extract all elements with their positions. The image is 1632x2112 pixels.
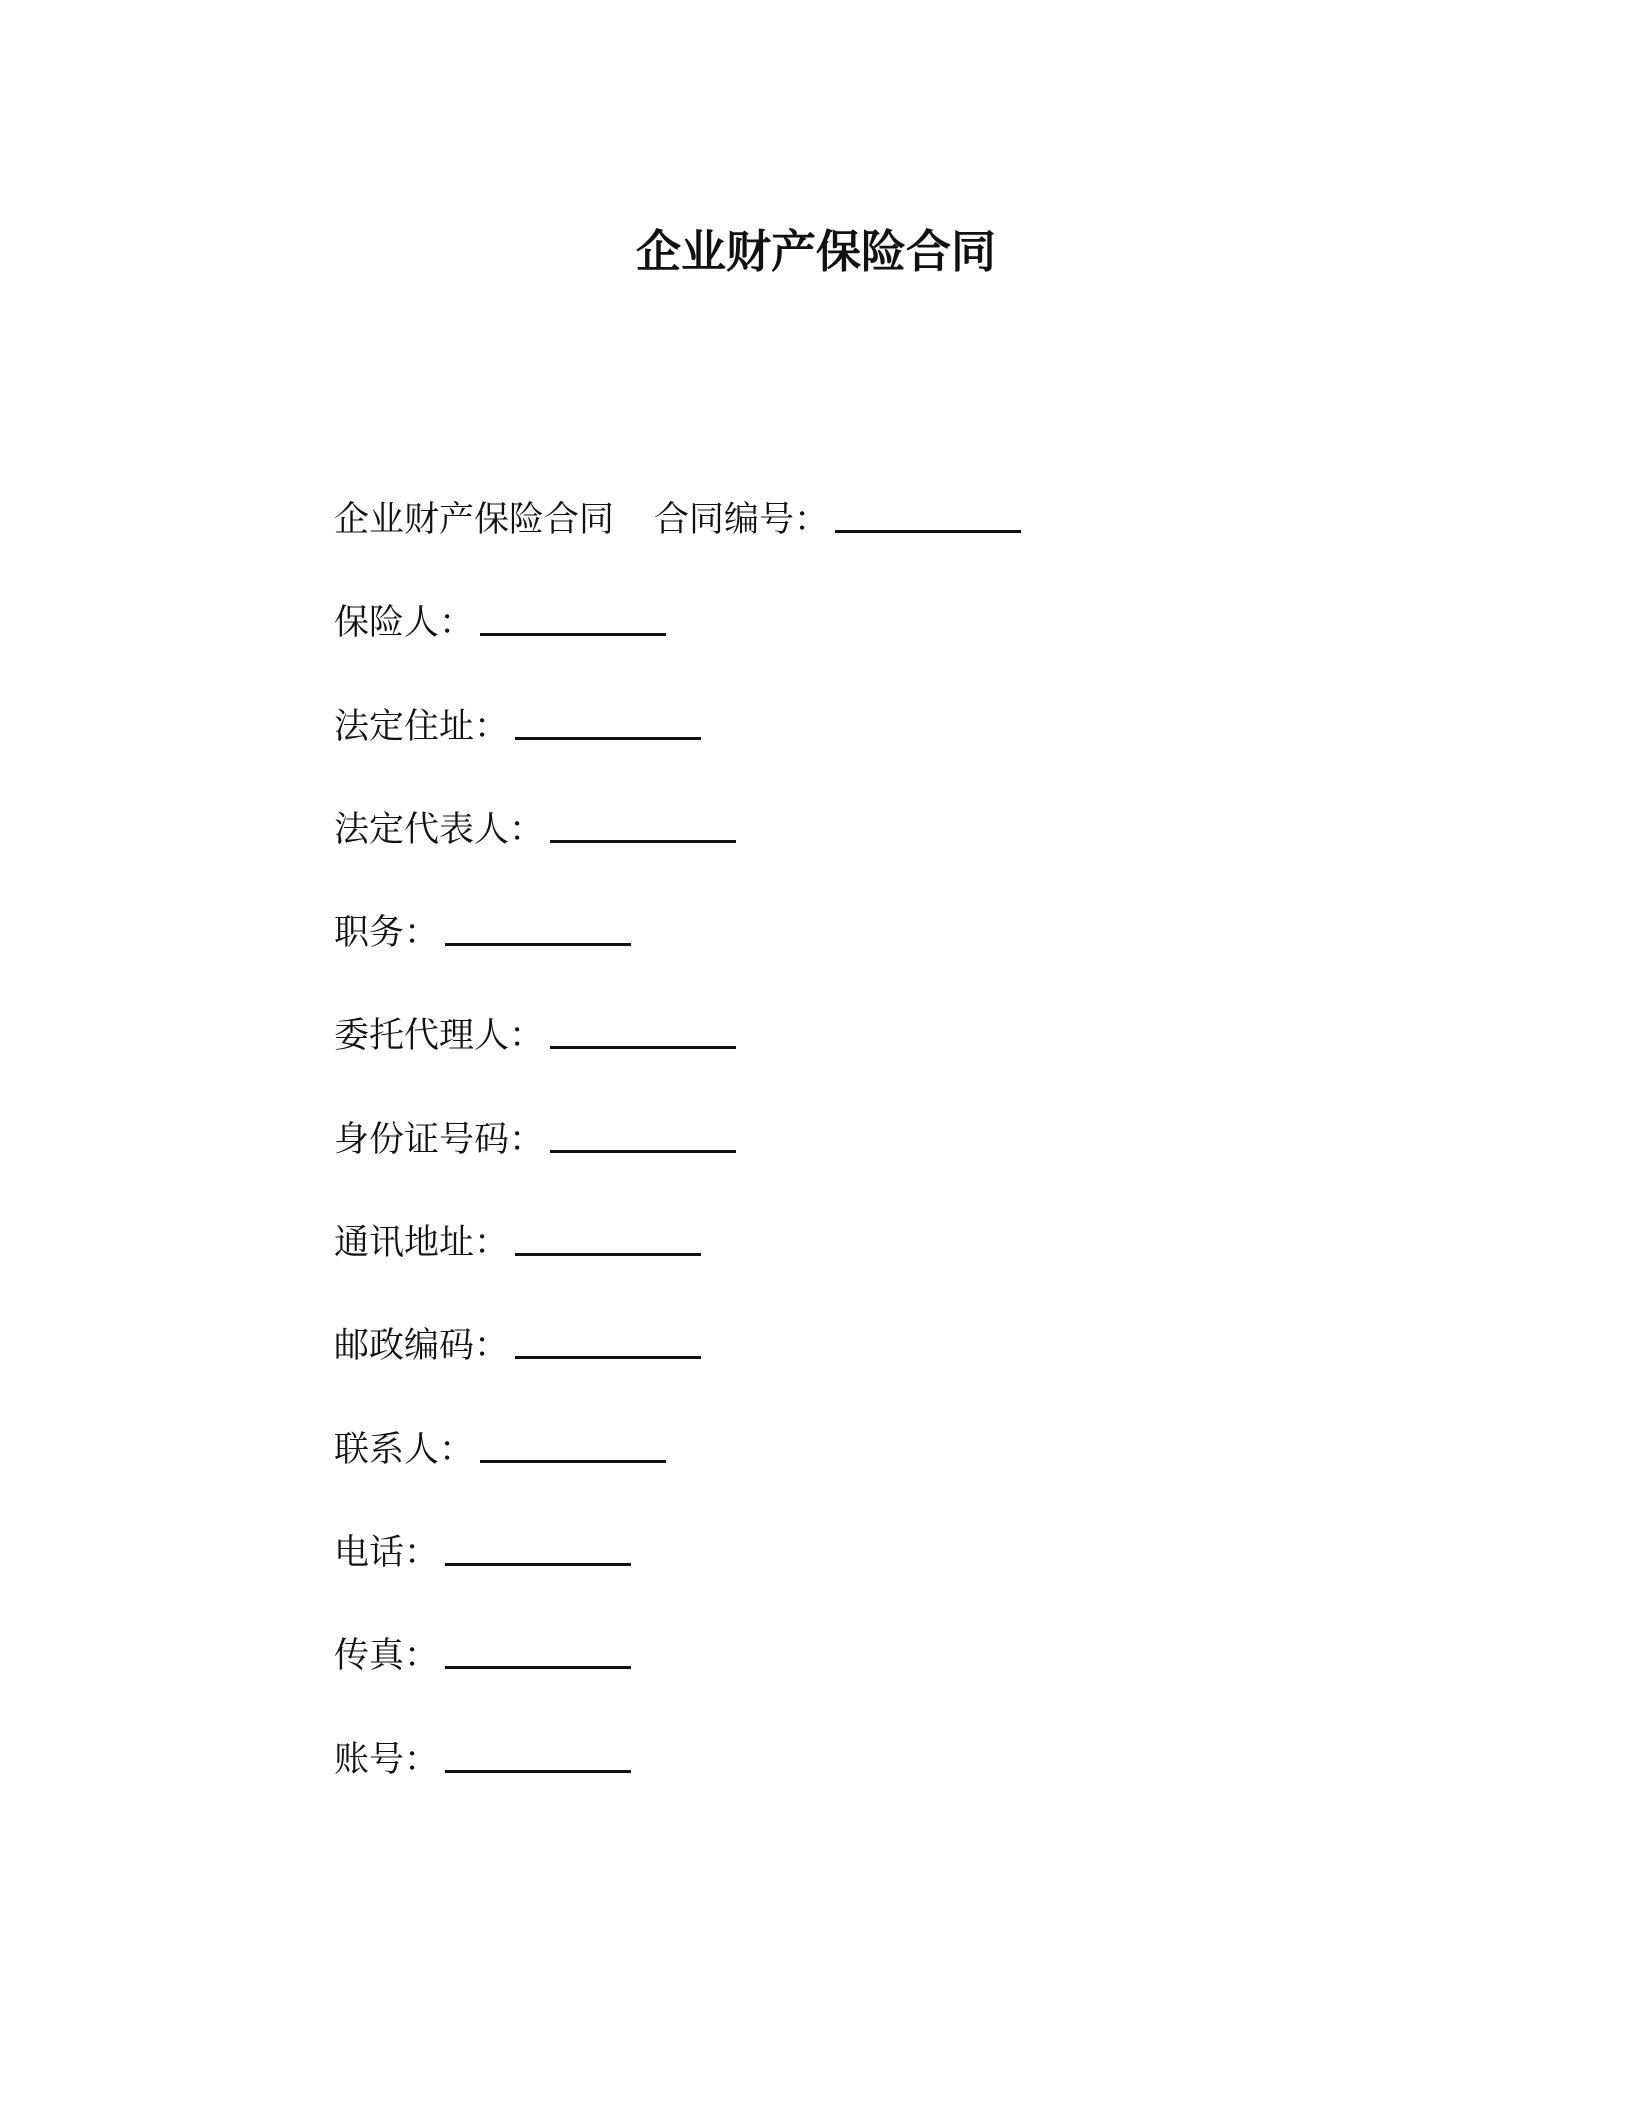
field-label: 保险人：	[334, 603, 475, 643]
id-number-blank[interactable]	[550, 1150, 736, 1153]
fax-blank[interactable]	[445, 1666, 631, 1669]
field-label: 身份证号码：	[334, 1120, 545, 1160]
account-blank[interactable]	[445, 1770, 631, 1773]
field-label: 邮政编码：	[334, 1326, 510, 1366]
field-row-postal-code	[334, 1321, 701, 1371]
field-label: 电话：	[334, 1533, 440, 1573]
field-label: 联系人：	[334, 1430, 475, 1470]
field-row-fax	[334, 1631, 631, 1681]
postal-code-blank[interactable]	[515, 1356, 701, 1359]
field-row-contact	[334, 1425, 666, 1475]
contract-number-row	[334, 495, 1021, 545]
field-row-account	[334, 1735, 631, 1785]
field-label: 法定代表人：	[334, 810, 545, 850]
field-row-phone	[334, 1528, 631, 1578]
contract-number-label: 合同编号：	[654, 500, 830, 540]
field-label: 传真：	[334, 1636, 440, 1676]
contact-blank[interactable]	[480, 1460, 666, 1463]
field-label: 职务：	[334, 913, 440, 953]
mailing-address-blank[interactable]	[515, 1253, 701, 1256]
field-label: 账号：	[334, 1740, 440, 1780]
legal-address-blank[interactable]	[515, 737, 701, 740]
field-label: 通讯地址：	[334, 1223, 510, 1263]
legal-representative-blank[interactable]	[550, 840, 736, 843]
field-row-legal-representative	[334, 805, 736, 855]
insurer-blank[interactable]	[480, 633, 666, 636]
field-row-agent	[334, 1011, 736, 1061]
field-row-mailing-address	[334, 1218, 701, 1268]
field-row-id-number	[334, 1115, 736, 1165]
phone-blank[interactable]	[445, 1563, 631, 1566]
field-row-insurer	[334, 598, 666, 648]
field-row-position	[334, 908, 631, 958]
position-blank[interactable]	[445, 943, 631, 946]
agent-blank[interactable]	[550, 1046, 736, 1049]
document-title: 企业财产保险合同	[635, 225, 996, 278]
field-label: 委托代理人：	[334, 1016, 545, 1056]
contract-number-blank[interactable]	[835, 530, 1021, 533]
field-row-legal-address	[334, 702, 701, 752]
contract-name-text: 企业财产保险合同	[334, 500, 615, 540]
field-label: 法定住址：	[334, 707, 510, 747]
